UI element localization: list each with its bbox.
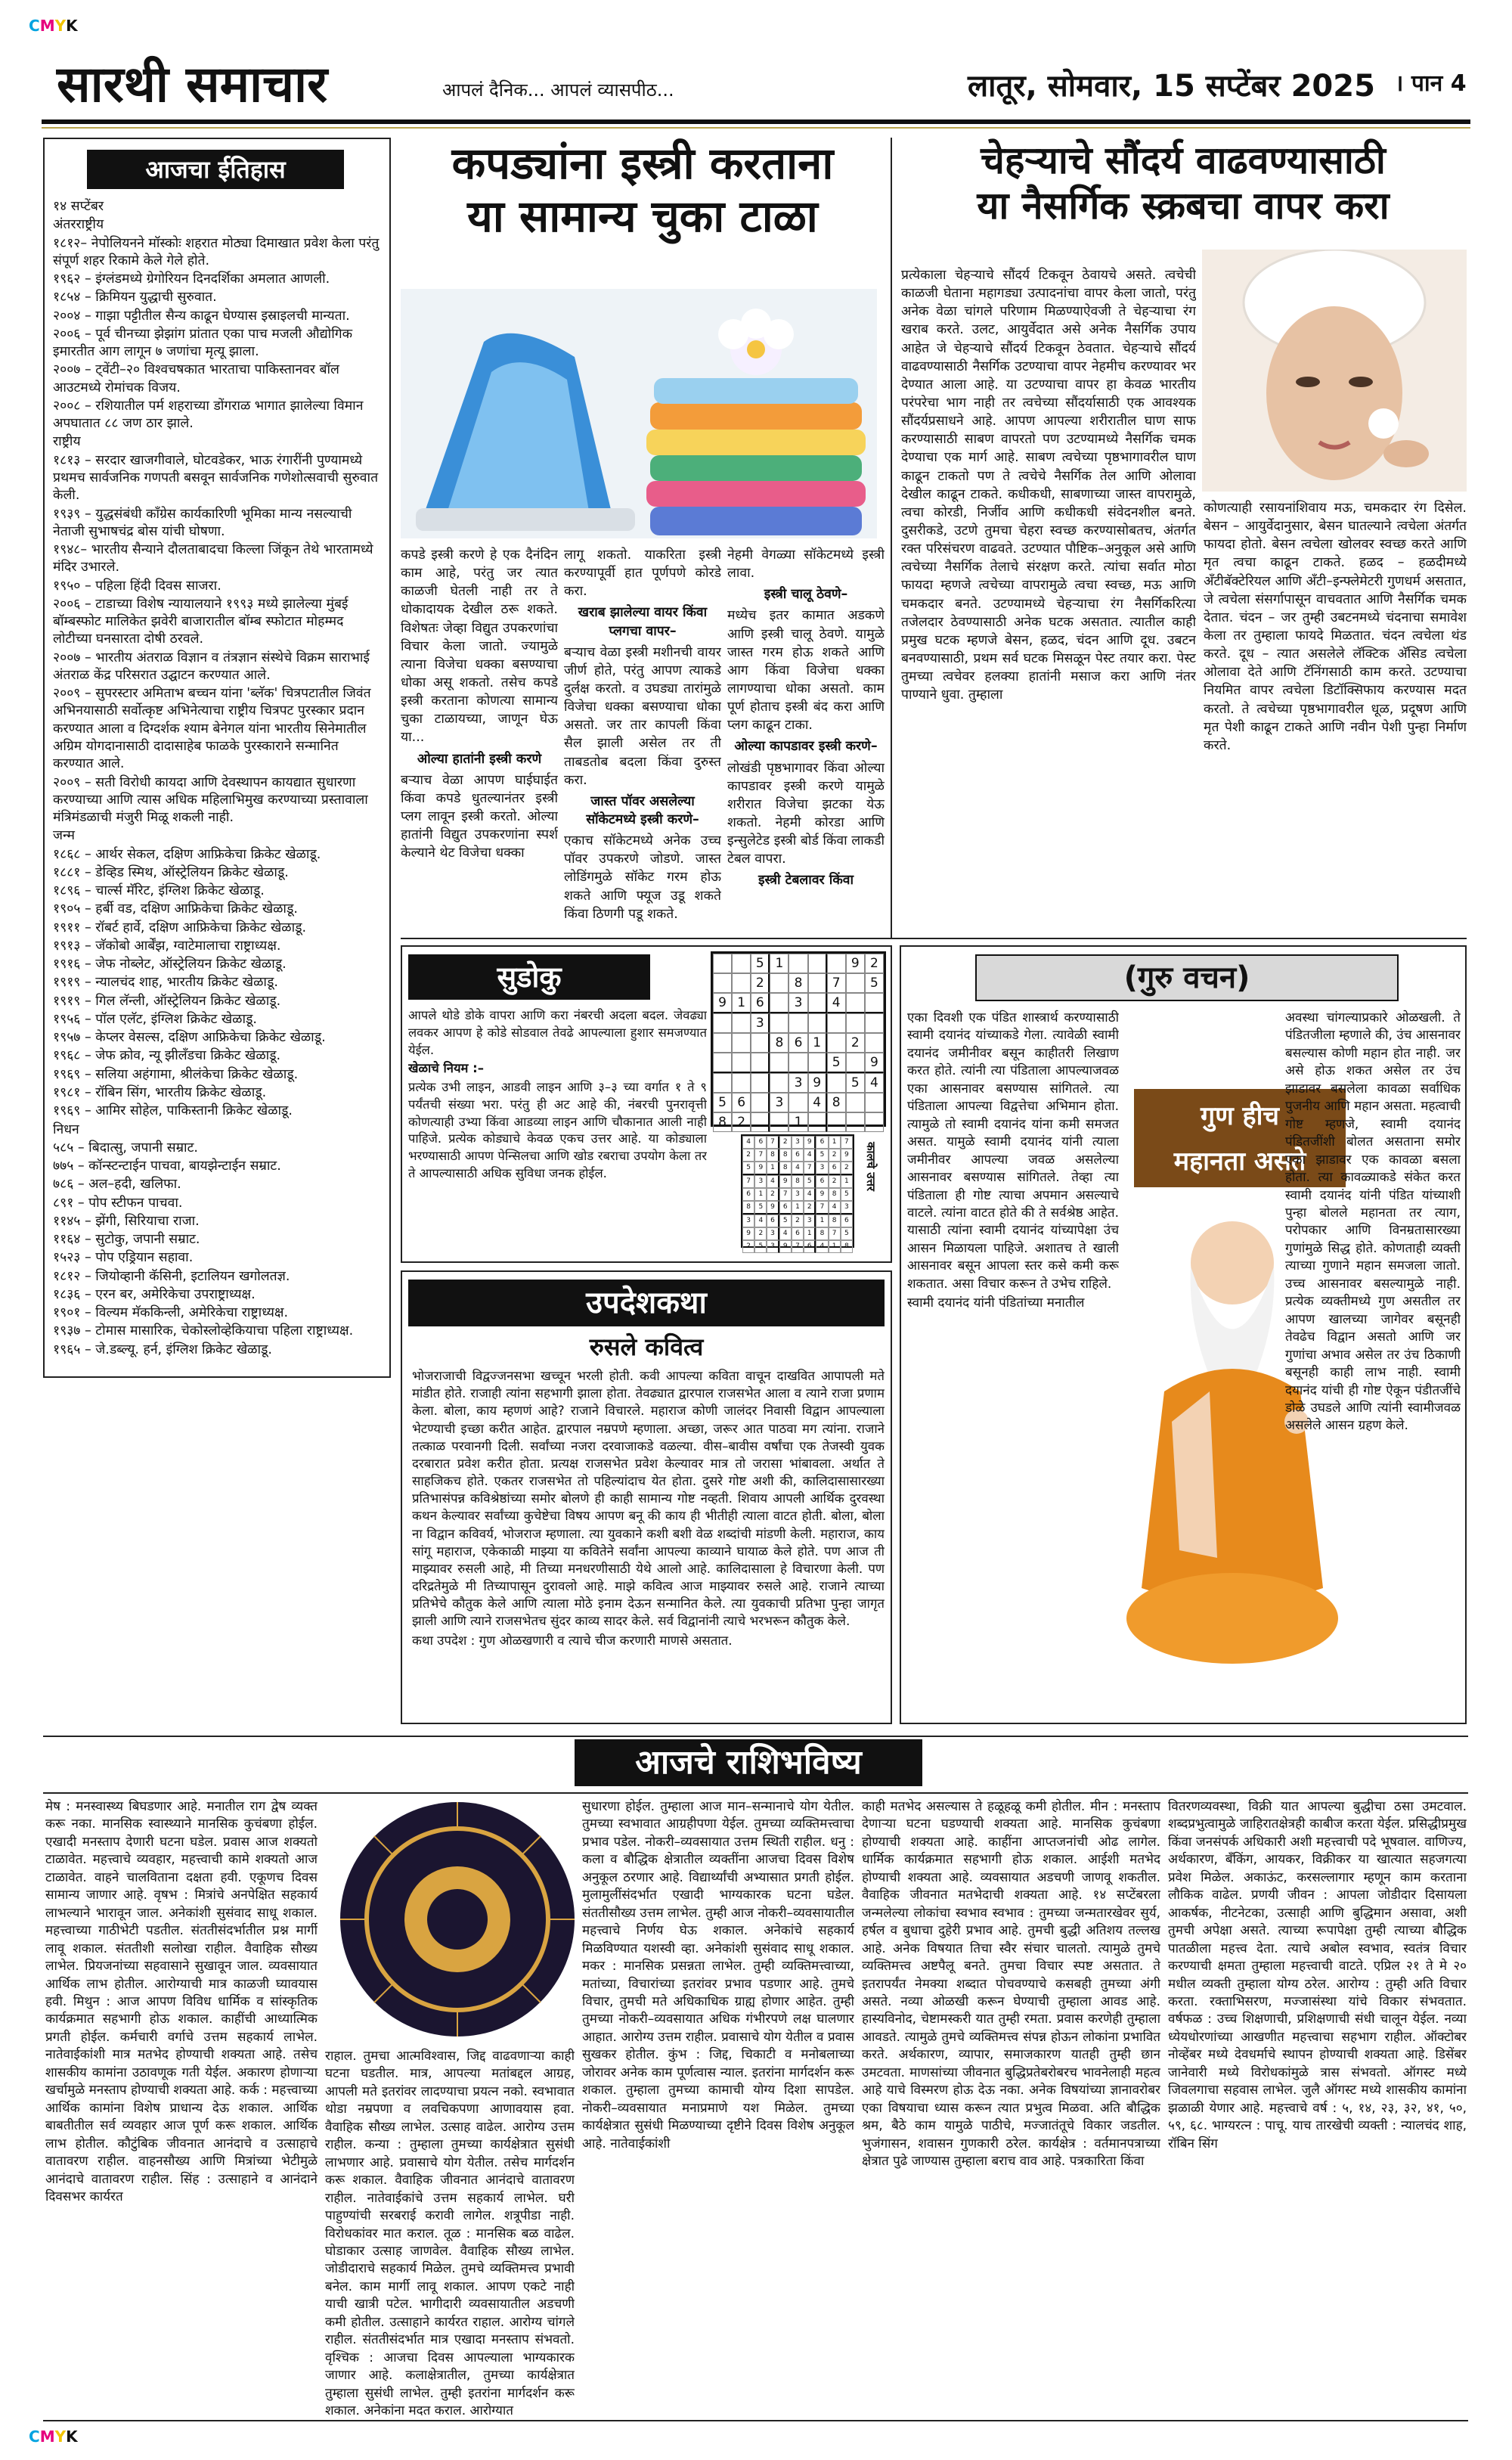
answer-cell: 4 [816, 1240, 828, 1253]
answer-cell: 3 [792, 1136, 804, 1149]
history-item: २००६ – टाडाच्या विशेष न्यायालयाने १९९३ मध्ये झालेल्या मुंबई बॉम्बस्फोट मालिकेत झवेरी बाजारातील बॉम्ब स्फोटात मोहम्मद लोटीच्या घनसारता दोषी ठरवले. [53, 596, 349, 647]
sudoku-cell[interactable]: 2 [846, 1033, 865, 1053]
sudoku-cell[interactable] [808, 1053, 827, 1073]
answer-cell: 2 [754, 1227, 767, 1240]
scrub-headline-line2: या नैसर्गिक स्क्रबचा वापर करा [977, 183, 1390, 228]
rashi-banner: आजचे राशिभविष्य [575, 1739, 922, 1786]
history-item: २००६ – पूर्व चीनच्या झेझांग प्रांतात एका पाच मजली औद्योगिक इमारतीत आग लागून ७ जणांचा मृत्यू झाला. [53, 326, 353, 360]
answer-cell: 5 [816, 1149, 828, 1162]
answer-cell: 6 [829, 1162, 841, 1175]
history-item: २००९ – सती विरोधी कायदा आणि देवस्थापन कायद्यात सुधारणा करण्याच्या आणि त्यास अधिक महिलाभिमुख करण्याच्या प्रस्तावाला मंत्रिमंडळाची मंजुरी मिळू शकली नाही. [53, 774, 368, 826]
history-item: ७८६ – अल–हदी, खलिफा. [53, 1177, 181, 1193]
sudoku-cell[interactable]: 7 [827, 973, 846, 993]
history-item: २००७ – भारतीय अंतराळ विज्ञान व तंत्रज्ञान संस्थेचे विक्रम साराभाई अंतराळ केंद्र परिसरात उद्घाटन करण्यात आले. [53, 650, 370, 683]
sudoku-cell[interactable]: 4 [808, 1093, 827, 1112]
guru-banner: (गुरु वचन) [975, 954, 1399, 1001]
sudoku-cell[interactable] [751, 1053, 770, 1073]
print-mark-bottom [29, 2427, 78, 2446]
answer-cell: 7 [816, 1201, 828, 1214]
mark-c: C [29, 17, 40, 35]
answer-cell: 9 [841, 1149, 853, 1162]
sudoku-cell[interactable]: 2 [865, 954, 884, 973]
rashi-text-2: राहाल. तुमचा आत्मविश्वास, जिद्द वाढवणाऱ्या काही घटना घडतील. मात्र, आपल्या मतांबद्दल आग्रह, आपली मते इतरांवर लादण्याचा प्रयत्न नको. स्वभावात थोडा नम्रपणा व लवचिकपणा आणावयास हवा. वैवाहिक सौख्य लाभेल. उत्साह वाढेल. आरोग्य उत्तम राहील. कन्या : तुम्हाला तुमच्या कार्यक्षेत्रात सुसंधी लाभणार आहे. प्रवासाचे योग येतील. तसेच मार्गदर्शन करू शकाल. वैवाहिक जीवनात आनंदाचे वातावरण राहील. नातेवाईकांचे उत्तम सहकार्य लाभेल. घरी पाहुण्यांची सरबराई करावी लागेल. शत्रूपीडा नाही. विरोधकांवर मात कराल. तूळ : मानसिक बळ वाढेल. घोडाकार उत्साह जाणवेल. वैवाहिक सौख्य लाभेल. जोडीदाराचे सहकार्य मिळेल. तुमचे व्यक्तिमत्त्व प्रभावी बनेल. काम मार्गी लावू शकाल. आपण एकटे नाही याची खात्री पटेल. भागीदारी व्यवसायातील अडचणी कमी होतील. उत्साहाने कार्यरत राहाल. आरोग्य चांगले राहील. संततीसंदर्भात मात्र एखादा मनस्ताप संभवतो. वृश्चिक : आजचा दिवस आपल्याला भाग्यकारक जाणार आहे. कलाक्षेत्रातील, तुमच्या कार्यक्षेत्रात तुम्हाला सुसंधी लाभेल. तुम्ही इतरांना मार्गदर्शन करू शकाल. अनेकांना मदत कराल. आरोग्यात [325, 2049, 575, 2418]
answer-cell: 8 [792, 1175, 804, 1188]
upadesh-headline: रुसले कवित्व [589, 1332, 704, 1361]
sudoku-cell[interactable]: 4 [865, 1073, 884, 1093]
answer-cell: 8 [829, 1214, 841, 1227]
sudoku-cell[interactable]: 5 [751, 954, 770, 973]
sudoku-cell[interactable] [827, 1013, 846, 1033]
sudoku-cell[interactable] [732, 973, 751, 993]
sudoku-cell[interactable] [751, 1093, 770, 1112]
sudoku-cell[interactable] [827, 1112, 846, 1132]
iron-text-2: लागू शकतो. याकरिता इस्त्री करण्यापूर्वी हात पूर्णपणे कोरडे करा. [564, 548, 721, 600]
sudoku-cell[interactable] [770, 1073, 789, 1093]
answer-cell: 2 [829, 1175, 841, 1188]
answer-cell: 3 [816, 1162, 828, 1175]
rashi-text-4: काही मतभेद असल्यास ते हळूहळू कमी होतील. मीन : मनस्ताप देणाऱ्या घटना घडण्याची शक्यता आहे. मानसिक कुचंबणा होण्याची शक्यता आहे. काहींना आप्तजनांची ओढ लागेल. धार्मिक कार्यक्रमात सहभागी होऊ शकाल. आईशी मतभेद होण्याची शक्यता आहे. व्यवसायात अडचणी जाणवू शकतील. वैवाहिक जीवनात मतभेदाची शक्यता आहे. १४ सप्टेंबरला जन्मलेल्या लोकांचा स्वभाव स्वभाव : तुमच्या जन्मतारखेवर सुर्य, हर्षल व बुधाचा दुहेरी प्रभाव आहे. तुमची बुद्धी अतिशय तल्लख आहे. अनेक विषयात तिचा स्वैर संचार चालतो. त्यामुळे तुमचे व्यक्तिमत्त्व अष्टपैलू बनते. तुमचा विचार स्पष्ट असतात. ते इतरापर्यंत नेमक्या शब्दात पोचवण्याचे कसबही तुमच्या अंगी असते. नव्या ओळखी करून घेण्याची तुम्हाला आवड आहे. हास्यविनोद, चेष्टामस्करी यात तुम्ही रमता. प्रवास करणेही तुम्हाला आवडते. त्यामुळे तुमचे व्यक्तिमत्त्व संपन्न होऊन लोकांना प्रभावित करते. अर्थकारण, व्यापार, समाजकारण यातही तुम्ही छान उमटवता. माणसांच्या जीवनात बुद्धिप्रतेबरोबरच भावनेलाही महत्व आहे याचे विस्मरण होऊ देऊ नका. अनेक विषयांच्या ज्ञानावरोबर एका विषयाचा ध्यास करून त्यात प्रभुत्व मिळवा. अति बौद्धिक श्रम, बैठे काम यामुळे पाठीचे, मज्जातंतूचे विकार जडतील. भुजंगासन, शवासन गुणकारी ठरेल. कार्यक्षेत्र : वर्तमानपत्राच्या क्षेत्रात पुढे जाण्यास तुम्हाला बराच वाव आहे. पत्रकारिता किंवा [862, 1799, 1160, 2170]
rashi-col-2 [325, 1798, 575, 2418]
sudoku-cell[interactable] [751, 1073, 770, 1093]
sudoku-cell[interactable] [789, 1093, 807, 1112]
rashi-text-1: मेष : मनस्वास्थ्य बिघडणार आहे. मनातील राग द्वेष व्यक्त करू नका. मानसिक स्वास्थ्याने मानसिक कुचंबणा होईल. एखादी मनस्ताप देणारी घटना घडेल. प्रवास आज शक्यतो टाळावेत. महत्त्वाचे व्यवहार, महत्त्वाची कामे शक्यतो आज टाळावेत. वाहने चालविताना दक्षता हवी. एकूणच दिवस सामान्य जाणार आहे. वृषभ : मित्रांचे अनपेक्षित सहकार्य लाभल्याने भारावून जाल. अनेकांशी सुसंवाद साधू शकाल. महत्त्वाच्या गाठीभेटी पडतील. संततीसंदर्भातील प्रश्न मार्गी लावू शकाल. संततीशी सलोखा राहील. वैवाहिक सौख्य लाभेल. प्रियजनांच्या सहवासाने सुखावून जाल. व्यवसायात आर्थिक लाभ होतील. आरोग्याची मात्र काळजी घ्यावयास हवी. मिथुन : आज आपण विविध धार्मिक व सांस्कृतिक कार्यक्रमात सहभागी होऊ शकाल. काहींची आध्यात्मिक प्रगती होईल. कर्मचारी वर्गाचे उत्तम सहकार्य लाभेल. नातेवाईकांशी मात्र मतभेद होण्याची शक्यता आहे. तसेच शासकीय कामांना उठावणूक गती येईल. अकारण होणाऱ्या खर्चामुळे मनस्ताप होण्याची शक्यता आहे. कर्क : महत्त्वाच्या आर्थिक कामांना विशेष प्राधान्य देऊ शकाल. आर्थिक बाबतीतील सर्व व्यवहार आज पूर्ण करू शकाल. आर्थिक लाभ होतील. कौटुंबिक जीवनात आनंदाचे व उत्साहाचे वातावरण राहील. वाहनसौख्य आणि मित्रांच्या भेटीमुळे आनंदाचे वातावरण राहील. सिंह : उत्साहाने व आनंदाने दिवसभर कार्यरत [45, 1799, 318, 2204]
answer-cell: 9 [779, 1175, 792, 1188]
iron-text-1b: बऱ्याच वेळा आपण घाईघाईत किंवा कपडे धुतल्यानंतर इस्त्री प्लग लावून इस्त्री करतो. ओल्या हातांनी विद्युत उपकरणांना स्पर्श केल्याने थेट विजेचा धक्का [401, 772, 558, 861]
answer-cell: 9 [804, 1136, 816, 1149]
sudoku-cell[interactable] [770, 993, 789, 1013]
iron-subhead-1: ओल्या हातांनी इस्त्री करणे [417, 751, 542, 767]
history-list [53, 198, 380, 1363]
history-item: २००७ – ट्वेंटी–२० विश्वचषकात भारताचा पाकिस्तानवर बॉल आउटमध्ये रोमांचक विजय. [53, 362, 339, 396]
history-item: १८१२– नेपोलियनने मॉस्कोः शहरात मोठ्या दिमाखात प्रवेश केला परंतु संपूर्ण शहर रिकामे केले गेले होते. [53, 235, 380, 268]
woman-face-illustration [1202, 250, 1467, 492]
mark-k: K [66, 2427, 78, 2446]
sudoku-cell[interactable]: 6 [789, 1033, 807, 1053]
mark-m: M [39, 2427, 55, 2446]
sudoku-cell[interactable] [713, 1053, 732, 1073]
iron-text-3c: लोखंडी पृष्ठभागावर किंवा ओल्या कापडावर इस्त्री करणे यामुळे शरीरात विजेचा झटका येऊ शकतो. नेहमी कोरडा आणि इन्सुलेटेड इस्त्री बोर्ड किंवा लाकडी टेबल वापरा. [727, 760, 885, 867]
scrub-headline [900, 138, 1467, 228]
history-item: १९६५ – जे.डब्ल्यू. हर्न, इंग्लिश क्रिकेट खेळाडू. [53, 1342, 272, 1357]
answer-cell: 2 [841, 1162, 853, 1175]
sudoku-rules: प्रत्येक उभी लाइन, आडवी लाइन आणि ३–३ च्या वर्गात १ ते ९ पर्यंतची संख्या भरा. परंतु ही अट आहे की, नंबरची पुनरावृत्ती कोणत्याही उभ्या किंवा आडव्या लाइन आणि चौकानात आली नाही पाहिजे. प्रत्येक कोड्याचे केवळ एकच उत्तर आहे. या कोड्याला भरण्यासाठी आपण पेन्सिलचा आणि खोड रबराचा उपयोग केला तर ते आपल्यासाठी अधिक सुविधा जनक होईल. [408, 1080, 707, 1180]
sudoku-cell[interactable] [827, 1073, 846, 1093]
iron-col-2 [564, 546, 721, 924]
answer-cell: 3 [841, 1201, 853, 1214]
iron-clothes-illustration [401, 289, 877, 538]
iron-subhead-3: जास्त पॉवर असलेल्या सॉकेटमध्ये इस्त्री करणे– [586, 793, 699, 827]
history-item: १९०५ – हर्बी वड, दक्षिण आफ्रिकेचा क्रिकेट खेळाडू. [53, 901, 298, 917]
masthead-rule [42, 119, 1470, 124]
guru-left-text [907, 1010, 1119, 1713]
sudoku-cell[interactable] [713, 1033, 732, 1053]
history-item: १९१६ – जेफ नोब्लेट, ऑस्ट्रेलियन क्रिकेट खेळाडू. [53, 957, 287, 973]
sudoku-cell[interactable] [865, 1013, 884, 1033]
sudoku-cell[interactable] [865, 1112, 884, 1132]
iron-text-1: कपडे इस्त्री करणे हे एक दैनंदिन काम आहे, परंतु जर त्यात काळजी घेतली नाही तर ते धोकादायक देखील ठरू शकते. विशेषतः जेव्हा विद्युत उपकरणांचा विचार केला जातो. ज्यामुळे त्याना विजेचा धक्का बसण्याचा धोका असू शकतो. तसेच कपडे इस्त्री करताना कोणत्या सामान्य चुका टाळायच्या, जाणून घेऊ या... [401, 548, 558, 746]
sudoku-cell[interactable] [789, 954, 807, 973]
sudoku-cell[interactable] [846, 1112, 865, 1132]
sudoku-banner: सुडोकु [408, 954, 650, 1000]
sudoku-cell[interactable] [808, 1112, 827, 1132]
sudoku-cell[interactable]: 8 [827, 1093, 846, 1112]
history-item: ७७५ – कॉन्स्टन्टाईन पाचवा, बायझेन्टाईन सम्राट. [53, 1159, 281, 1174]
tagline: आपलं दैनिक... आपलं व्यासपीठ... [442, 79, 674, 101]
answer-cell: 7 [754, 1149, 767, 1162]
sudoku-answer-grid [741, 1134, 854, 1248]
iron-text-3b: मध्येच इतर कामात अडकणे आणि इस्त्री चालू ठेवणे. यामुळे जास्त गरम होऊ शकते आणि आग किंवा विजेचा धक्का लागण्याचा धोका असतो. काम पूर्ण होताच इस्त्री बंद करा आणि प्लग काढून टाका. [727, 608, 885, 734]
answer-cell: 6 [841, 1214, 853, 1227]
history-item: १४ सप्टेंबर [53, 199, 104, 214]
sudoku-cell[interactable]: 1 [789, 1112, 807, 1132]
answer-cell: 9 [767, 1201, 779, 1214]
masthead-rule-gold [42, 127, 1470, 129]
answer-cell: 9 [742, 1227, 754, 1240]
history-item: १८६८ – आर्थर सेकल, दक्षिण आफ्रिकेचा क्रिकेट खेळाडू. [53, 846, 321, 862]
sudoku-cell[interactable] [751, 1033, 770, 1053]
guru-text-tail: स्वामी दयानंद यांनी पंडितांच्या मनातील [907, 1295, 1085, 1311]
answer-cell: 7 [829, 1227, 841, 1240]
answer-cell: 6 [816, 1175, 828, 1188]
history-item: २००९ – सुपरस्टार अमिताभ बच्चन यांना 'ब्लॅक' चित्रपटातील जिवंत अभिनयासाठी सर्वोत्कृष्ट अभिनेत्याचा राष्ट्रीय चित्रपट पुरस्कार प्रदान करण्यात आला व दिग्दर्शक श्याम बेनेगल यांना भारतीय सिनेमातील अग्रिम योगदानासाठी दादासाहेब फाळके पुरस्काराने सन्मानित करण्यात आले. [53, 686, 371, 772]
sudoku-cell[interactable]: 3 [789, 1073, 807, 1093]
answer-cell: 6 [804, 1240, 816, 1253]
rashi-col-4 [862, 1798, 1160, 2418]
history-item: राष्ट्रीय [53, 434, 81, 450]
sudoku-cell[interactable]: 1 [770, 954, 789, 973]
sudoku-cell[interactable]: 5 [827, 1053, 846, 1073]
history-item: २००४ – गाझा पट्टीतील सैन्य काढून घेण्यास इस्राइलची मान्यता. [53, 308, 350, 324]
rashi-top-rule [43, 1736, 1468, 1737]
answer-cell: 7 [742, 1175, 754, 1188]
sudoku-instructions [408, 1007, 707, 1257]
history-banner: आजचा ईतिहास [87, 150, 344, 189]
sudoku-cell[interactable]: 9 [846, 954, 865, 973]
history-item: ११४५ – झेंगी, सिरियाचा राजा. [53, 1213, 200, 1229]
sudoku-grid[interactable] [711, 951, 886, 1130]
iron-col-3 [727, 546, 885, 924]
rashi-col-1 [45, 1798, 318, 2418]
sudoku-cell[interactable] [713, 973, 732, 993]
history-item: १८५४ – क्रिमियन युद्धाची सुरुवात. [53, 290, 217, 306]
answer-cell: 8 [816, 1227, 828, 1240]
history-item: १९८१ – रॉबिन सिंग, भारतीय क्रिकेट खेळाडू. [53, 1085, 267, 1101]
history-item: १९४८– भारतीय सैन्याने दौलताबादचा किल्ला जिंकून तेथे भारतामध्ये मंदिर उभारले. [53, 542, 373, 575]
history-item: अंतरराष्ट्रीय [53, 217, 104, 233]
answer-cell: 9 [779, 1240, 792, 1253]
iron-text-2c: एकाच सॉकेटमध्ये अनेक उच्च पॉवर उपकरणे जोडणे. जास्त लोडिंगमुळे सॉकेट गरम होऊ शकते आणि फ्यूज उडू शकते किंवा ठिणगी पडू शकते. [564, 833, 721, 922]
sudoku-cell[interactable] [808, 1013, 827, 1033]
rashi-rule [43, 1792, 1468, 1794]
sudoku-cell[interactable]: 1 [808, 1033, 827, 1053]
answer-cell: 1 [804, 1227, 816, 1240]
sudoku-cell[interactable] [770, 973, 789, 993]
answer-cell: 1 [829, 1136, 841, 1149]
sudoku-cell[interactable]: 3 [751, 1013, 770, 1033]
history-item: १८१२ – जियोव्हानी कॅसिनी, इटालियन खगोलतज्ञ. [53, 1268, 290, 1284]
history-item: ८९१ – पोप स्टीफन पाचवा. [53, 1195, 183, 1211]
answer-cell: 3 [792, 1188, 804, 1201]
answer-cell: 3 [754, 1175, 767, 1188]
guru-right-text [1285, 1010, 1461, 1713]
answer-cell: 4 [804, 1188, 816, 1201]
sudoku-cell[interactable] [713, 954, 732, 973]
sudoku-cell[interactable] [789, 1053, 807, 1073]
face-scrub-photo [1202, 250, 1467, 492]
history-item: १९१३ – जॅकोबो आर्बेंझ, ग्वाटेमालाचा राष्ट्राध्यक्ष. [53, 938, 281, 954]
scrub-col-2 [1204, 499, 1467, 923]
sudoku-cell[interactable]: 5 [846, 1073, 865, 1093]
sudoku-cell[interactable]: 9 [865, 1053, 884, 1073]
scrub-col-1 [901, 266, 1196, 924]
answer-cell: 3 [804, 1214, 816, 1227]
sudoku-cell[interactable]: 2 [732, 1112, 751, 1132]
history-item: १९५७ – केप्लर वेसल्स, दक्षिण आफ्रिकेचा क्रिकेट खेळाडू. [53, 1030, 326, 1046]
mark-k: K [66, 17, 78, 35]
history-item: १५२३ – पोप एड्रियान सहावा. [53, 1250, 194, 1266]
footer-rule [43, 2420, 1468, 2421]
answer-cell: 1 [792, 1201, 804, 1214]
answer-cell: 1 [767, 1162, 779, 1175]
sudoku-intro: आपले थोडे डोके वापरा आणि करा नंबरची अदला बदल. जेवढ्या लवकर आपण हे कोडे सोडवाल तेवढे आपल्याला हुशार समजण्यात येईल. [408, 1008, 707, 1057]
answer-cell: 6 [779, 1201, 792, 1214]
sudoku-cell[interactable]: 9 [713, 993, 732, 1013]
history-item: १९५० – पहिला हिंदी दिवस साजरा. [53, 578, 222, 594]
sudoku-cell[interactable]: 2 [751, 973, 770, 993]
answer-cell: 2 [792, 1214, 804, 1227]
sudoku-cell[interactable]: 1 [732, 993, 751, 1013]
sudoku-cell[interactable] [865, 1093, 884, 1112]
sudoku-cell[interactable] [865, 1033, 884, 1053]
scrub-headline-line1: चेहऱ्याचे सौंदर्य वाढवण्यासाठी [981, 138, 1386, 182]
sudoku-cell[interactable] [846, 973, 865, 993]
page-number: । पान 4 [1395, 70, 1467, 97]
answer-cell: 8 [829, 1188, 841, 1201]
history-item: १९६९ – आमिर सोहेल, पाकिस्तानी क्रिकेट खेळाडू. [53, 1103, 293, 1119]
answer-cell: 3 [767, 1227, 779, 1240]
answer-cell: 7 [767, 1136, 779, 1149]
answer-cell: 9 [816, 1188, 828, 1201]
answer-cell: 2 [767, 1188, 779, 1201]
rashi-col-3 [582, 1798, 854, 2418]
mark-y: Y [54, 2427, 67, 2446]
answer-label: कालचे उत्तर [864, 1142, 878, 1192]
history-item: १८८१ – डेव्हिड स्मिथ, ऑस्ट्रेलियन क्रिकेट खेळाडू. [53, 864, 289, 880]
history-item: १९३७ – टोमास मासारिक, चेकोस्लोव्हेकियाचा पहिला राष्ट्राध्यक्ष. [53, 1323, 354, 1339]
upadesh-banner: उपदेशकथा [408, 1280, 885, 1326]
guru-text-left: एका दिवशी एक पंडित शास्त्रार्थ करण्यासाठी स्वामी दयानंद यांच्याकडे गेला. त्यावेळी स्वामी दयानंद जमीनीवर बसून काहीतरी लिखाण करत होते. त्यांनी त्या पंडिताला आपल्याजवळ एका आसनावर बसण्यास सांगितले. त्या पंडिताला आपल्या विद्वत्तेचा अभिमान होता. त्यामुळे तो स्वामी दयानंद यांना कमी समजत असत. यामुळे स्वामी दयानंद यांनी त्याला जमीनीवर आपल्या जवळ असलेल्या आसनावर बसण्यास सांगितले. तेव्हा त्या पंडिताला ही गोष्ट त्याचा अपमान असल्याचे वाटले. त्यांना वाटत होते की ते सर्वश्रेष्ठ आहेत. यासाठी त्यांना स्वामी दयानंद यांच्यापेक्षा उंच आसन मिळायला पाहिजे. अशातच ते खाली आसनावर बसून आपला स्तर कसे कमी करू शकतात. असा विचार करून ते उभेच राहिले. [907, 1010, 1119, 1292]
scrub-text-1: प्रत्येकाला चेहऱ्याचे सौंदर्य टिकवून ठेवायचे असते. त्वचेची काळजी घेताना महागड्या उत्पादनांचा वापर केला जातो, परंतु अनेक वेळा चांगले परिणाम मिळण्याऐवजी ते चेहऱ्याचा रंग खराब करते. उलट, आयुर्वेदात असे अनेक नैसर्गिक उपाय आहेत जे चेहऱ्याचे सौंदर्य टिकवून ठेवतात. चेहऱ्याचे सौंदर्य वाढवण्यासाठी नैसर्गिक उटण्याचा वापर नेहमीच करण्यावर भर देण्यात आला आहे. या उटण्याचा वापर हा केवळ भारतीय परंपरेचा भाग नाही तर त्वचेच्या सौंदर्यासाठी एक आवश्यक सौंदर्यप्रसाधने आहे. आपण आपल्या शरीरातील घाण साफ करण्यासाठी साबण वापरतो पण उटण्यामध्ये नैसर्गिक चमक देण्याचा एक मार्ग आहे. साबण त्वचेच्या पृष्ठभागावरील घाण काढून टाकतो पण ते त्वचेचे नैसर्गिक तेल आणि ओलावा देखील काढून टाकते. कधीकधी, साबणाच्या जास्त वापरामुळे, त्वचा कोरडी, निर्जीव आणि कधीकधी संवेदनशील बनते. दुसरीकडे, उटणे तुमचा चेहरा स्वच्छ करण्यासोबतच, अंतर्गत रक्त परिसंचरण वाढवते. उटण्यात पौष्टिक–अनुकूल असे आणि त्वचेच्या नैसर्गिक तेलाचे संरक्षण करते. त्यांचा सर्वात मोठा फायदा म्हणजे त्वचेच्या वापरामुळे त्वचा स्वच्छ, मऊ आणि चमकदार बनते. उटण्यामध्ये चेहऱ्याचा रंग नैसर्गिकरित्या तजेलदार ठेवण्यासाठी अनेक घटक असतात. त्यातील काही प्रमुख घटक म्हणजे बेसन, हळद, चंदन आणि दूध. उबटन बनवण्यासाठी, प्रथम सर्व घटक मिसळून पेस्ट तयार करा. पेस्ट तुमच्या त्वचेवर हलक्या हातांनी मसाज करा आणि नंतर पाण्याने धुवा. तुम्हाला [901, 268, 1196, 703]
answer-cell: 8 [742, 1201, 754, 1214]
answer-cell: 6 [792, 1149, 804, 1162]
answer-cell: 7 [779, 1188, 792, 1201]
answer-cell: 4 [742, 1136, 754, 1149]
answer-cell: 7 [804, 1162, 816, 1175]
sudoku-cell[interactable] [846, 993, 865, 1013]
history-item: १९५६ – पॉल एलॅट, इंग्लिश क्रिकेट खेळाडू. [53, 1011, 257, 1027]
sudoku-cell[interactable] [770, 1112, 789, 1132]
sudoku-cell[interactable] [713, 1073, 732, 1093]
answer-cell: 2 [829, 1149, 841, 1162]
history-item: १९६८ – जेफ क्रोव, न्यू झीलँडचा क्रिकेट खेळाडू. [53, 1048, 281, 1064]
history-item: निधन [53, 1121, 79, 1137]
iron-col-1 [401, 546, 558, 924]
iron-clothes-photo [401, 289, 877, 538]
sudoku-cell[interactable]: 3 [789, 993, 807, 1013]
answer-cell: 4 [829, 1201, 841, 1214]
mid-divider [401, 938, 1467, 939]
answer-cell: 6 [754, 1136, 767, 1149]
sudoku-cell[interactable] [732, 1073, 751, 1093]
answer-cell: 5 [779, 1214, 792, 1227]
answer-cell: 7 [841, 1136, 853, 1149]
sudoku-cell[interactable]: 3 [770, 1093, 789, 1112]
iron-subhead-2: खराब झालेल्या वायर किंवा प्लगचा वापर– [578, 605, 708, 639]
sudoku-cell[interactable]: 5 [865, 973, 884, 993]
answer-cell: 2 [804, 1201, 816, 1214]
sudoku-cell[interactable] [808, 954, 827, 973]
rashi-text-5: वितरणव्यवस्था, विक्री यात आपल्या बुद्धीचा ठसा उमटवाल. शब्दप्रभुत्वामुळे जाहिरातक्षेत्रही काबीज करता येईल. प्रसिद्धीप्रमुख किंवा जनसंपर्क अधिकारी अशी महत्त्वाची पदे भूषवाल. वाणिज्य, अर्थकारण, बँकिंग, आयकर, विक्रीकर या खात्यात सहजगत्या प्रवेश मिळेल. अकाऊंट, करसल्लागार म्हणून काम करताना लौकिक वाढेल. प्रणयी जीवन : आपला जोडीदार दिसायला आकर्षक, नीटनेटका, उत्साही आणि बुद्धिमान असावा, अशी तुमची अपेक्षा असते. त्याच्या रूपापेक्षा तुम्ही त्याच्या बौद्धिक पातळीला महत्त्व देता. त्याचे अबोल स्वभाव, स्वतंत्र विचार करण्याची क्षमता तुम्हाला महत्त्वाची वाटते. एप्रिल २१ ते मे २० मधील व्यक्ती तुम्हाला योग्य ठरेल. आरोग्य : तुम्ही अति विचार करता. रक्ताभिसरण, मज्जासंस्था यांचे विकार संभवतात. वर्षफळ : उच्च शिक्षणाची, प्रशिक्षणाची संधी चालून येईल. नव्या ध्येयधोरणांच्या आखणीत महत्त्वाचा सहभाग राहील. ऑक्टोबर नोव्हेंबर मध्ये देवधर्माचे स्थापन होण्याची शक्यता आहे. डिसेंबर जानेवारी मध्ये विरोधकांमुळे त्रास संभवतो. ऑगस्ट मध्ये जिवलगाचा सहवास लाभेल. जुलै ऑगस्ट मध्ये शासकीय कामांना झळाळी येणार आहे. महत्त्वाचे वर्ष : ५, १४, २३, ३२, ४१, ५०, ५९, ६८. भाग्यरत्न : पाचू. याच तारखेची व्यक्ती : न्यालचंद शाह, रॉबिन सिंग [1168, 1799, 1467, 2151]
answer-cell: 2 [779, 1136, 792, 1149]
answer-cell: 8 [841, 1240, 853, 1253]
guru-text-right: अवस्था चांगल्याप्रकारे ओळखली. ते पंडितजीला म्हणाले की, उंच आसनावर बसल्यास कोणी महान होत नाही. जर असे होऊ शकत असेल तर उंच झाडावर बसलेला कावळा सर्वाधिक पुजनीय आणि महान असता. महत्वाची गोष्ट म्हणजे, स्वामी दयानंद पंडितजींशी बोलत असताना समोर एका झाडावर एक कावळा बसला होता. त्या कावळ्याकडे संकेत करत स्वामी दयानंद यांनी पंडित यांच्याशी पुन्हा बोलले महानता तर त्याग, परोपकार आणि विनम्रतासारख्या गुणांमुळे सिद्ध होते. कोणताही व्यक्ती त्याच्या गुणाने महान समजला जातो. उच्च आसनावर बसल्यामुळे नाही. प्रत्येक व्यक्तीमध्ये गुण असतील तर आपण खालच्या जागेवर बसूनही तेवढेच विद्वान असतो आणि जर गुणांचा अभाव असेल तर उंच ठिकाणी बसूनही काही लाभ नाही. स्वामी दयानंद यांची ही गोष्ट ऐकून पंडीतजींचे डोळे उघडले आणि त्यांनी स्वामीजवळ असलेले आसन ग्रहण केले. [1285, 1010, 1461, 1434]
answer-cell: 6 [742, 1188, 754, 1201]
iron-subhead-6: इस्त्री टेबलावर किंवा [758, 873, 854, 889]
sudoku-cell[interactable] [846, 1053, 865, 1073]
mark-y: Y [54, 17, 67, 35]
sudoku-cell[interactable] [789, 1013, 807, 1033]
sudoku-cell[interactable]: 5 [713, 1093, 732, 1112]
answer-cell: 5 [841, 1188, 853, 1201]
issue-date: लातूर, सोमवार, 15 सप्टेंबर 2025 [968, 69, 1375, 104]
guru-quote-line1: गुण हीच [1200, 1101, 1279, 1131]
answer-cell: 8 [779, 1149, 792, 1162]
rashi-col-5 [1168, 1798, 1467, 2418]
answer-cell: 3 [767, 1240, 779, 1253]
iron-headline-line1: कपड्यांना इस्त्री करताना [451, 138, 834, 189]
sudoku-cell[interactable] [770, 1013, 789, 1033]
sudoku-cell[interactable]: 6 [732, 1093, 751, 1112]
sudoku-cell[interactable] [808, 973, 827, 993]
upadesh-text: भोजराजाची विद्वज्जनसभा खच्चून भरली होती. कवी आपल्या कविता वाचून दाखवित आपापली मते मांडीत होते. राजाही त्यांना सहभागी झाला होता. तेवढ्यात द्वारपाल राजसभेत आला व त्याने राजा प्रणाम केला. बोला, काय म्हणणं आहे? राजाने विचारले. महाराज कोणी जालंदर निवासी विद्वान आपल्याला भेटण्याची इच्छा करीत आहेत. द्वारपाल नम्रपणे म्हणाला. अच्छा, जरूर आत पाठवा मग त्यांना. राजाने तत्काळ परवानगी दिली. सर्वांच्या नजरा दरवाजाकडे वळल्या. वीस–बावीस वर्षांचा एक तेजस्वी युवक दरबारात प्रवेश करीत होता. प्रत्यक्ष राजसभेत प्रवेश केल्यावर मात्र तो जरासा भांबावला. अर्थात ते साहजिकच होते. एकतर राजसभेत तो पहिल्यांदाच येत होता. दुसरे गोष्ट अशी की, कालिदासासारख्या प्रतिभासंपन्न कविश्रेष्ठांच्या समोर बोलणे ही काही सामान्य गोष्ट नव्हती. शिवाय आपली आर्थिक दुरवस्था कथन केल्यावर सर्वांच्या कुचेष्टेचा विषय आपण बनू की काय ही भीतीही त्याला वाटत होती. बोला, बोला ना विद्वान कविवर्य, भोजराज म्हणाला. त्या युवकाने कशी बशी वेळ शब्दांची मांडणी केली. महाराज, काय सांगू महाराज, एकेकाळी माझ्या या कवितेने सर्वांना आपल्या काव्याने घायाळ केले होते. पण आज ती माझ्यावर रुसली आहे, मी तिच्या मनधरणीसाठी येथे आलो आहे. कालिदासाला हे विचारणा केली. पण दरिद्रतेमुळे मी तिच्यापासून दुरावलो आहे. माझे कवित्व आज माझ्यावर रुसले आहे. राजाने त्याच्या प्रतिभेचे कौतुक केले आणि त्याला मोठे इनाम देऊन सन्मानित केले. त्या युवकाची प्रतिभा पुन्हा जागृत झाली आणि त्याने राजसभेतच सुंदर काव्य सादर केले. सर्व विद्वानांनी त्याचे भरभरून कौतुक केले. [412, 1368, 885, 1629]
sudoku-cell[interactable] [713, 1013, 732, 1033]
answer-cell: 1 [816, 1214, 828, 1227]
sudoku-cell[interactable]: 8 [713, 1112, 732, 1132]
answer-cell: 6 [816, 1136, 828, 1149]
answer-cell: 5 [841, 1227, 853, 1240]
sudoku-cell[interactable]: 6 [751, 993, 770, 1013]
history-item: जन्म [53, 828, 76, 844]
history-item: १८३६ – एरन बर, अमेरिकेचा उपराष्ट्राध्यक्ष. [53, 1286, 256, 1302]
answer-cell: 4 [792, 1162, 804, 1175]
history-item: १८१३ – सरदार खाजगीवाले, घोटवडेकर, भाऊ रंगारींनी पुण्यामध्ये प्रथमच सार्वजनिक गणपती बसवून सार्वजनिक गणेशोत्सवाची सुरुवात केली. [53, 452, 379, 504]
sudoku-cell[interactable] [770, 1053, 789, 1073]
sudoku-cell[interactable] [865, 993, 884, 1013]
answer-cell: 1 [841, 1175, 853, 1188]
answer-cell: 1 [829, 1240, 841, 1253]
upadesh-moral: कथा उपदेश : गुण ओळखणारी व त्याचे चीज करणारी माणसे असतात. [412, 1632, 733, 1648]
sudoku-cell[interactable] [808, 993, 827, 1013]
sudoku-cell[interactable] [732, 954, 751, 973]
sudoku-cell[interactable] [846, 1013, 865, 1033]
scrub-text-2: कोणत्याही रसायनांशिवाय मऊ, चमकदार रंग दिसेल. बेसन – आयुर्वेदानुसार, बेसन घातल्याने त्वचेला अंतर्गत फायदा होतो. बेसन त्वचेला खोलवर स्वच्छ करते आणि मृत त्वचा काढून टाकते. हळद – हळदीमध्ये अँटीबॅक्टेरियल आणि अँटी–इन्फ्लेमेटरी गुणधर्म असतात, जे त्वचेला संसर्गापासून वाचवतात आणि नैसर्गिक चमक देतात. चंदन – जर तुम्ही उबटनमध्ये चंदनाचा समावेश केला तर तुम्हाला फायदे मिळतात. चंदन त्वचेला थंड करते. दूध – त्यात असलेले लॅक्टिक अ‍ॅसिड त्वचेला ओलावा देते आणि टॅनिंगसाठी काम करते. उटण्याचा नियमित वापर त्वचेला डिटॉक्सिफाय करण्यास मदत करतो. ते त्वचेच्या पृष्ठभागावरील धूळ, प्रदूषण आणि मृत पेशी काढून टाकते आणि नवीन पेशी पुन्हा निर्माण करते. [1204, 501, 1467, 753]
masthead [42, 44, 1470, 119]
answer-cell: 4 [754, 1214, 767, 1227]
newspaper-title: सारथी समाचार [57, 54, 328, 113]
print-mark-top [29, 17, 78, 35]
sudoku-cell[interactable]: 4 [827, 993, 846, 1013]
answer-cell: 7 [792, 1240, 804, 1253]
answer-cell: 4 [767, 1175, 779, 1188]
sudoku-cell[interactable]: 9 [808, 1073, 827, 1093]
answer-cell: 1 [754, 1188, 767, 1201]
iron-text-2b: बऱ्याच वेळा इस्त्री मशीनची वायर जीर्ण होते, परंतु आपण त्याकडे दुर्लक्ष करतो. व उघड्या तारांमुळे विजेचा धक्का बसण्याचा धोका असतो. जर तार कापली किंवा सैल झाली असेल तर ती ताबडतोब बदला किंवा दुरुस्त करा. [564, 644, 721, 788]
answer-cell: 8 [767, 1149, 779, 1162]
sudoku-cell[interactable] [732, 1053, 751, 1073]
upadesh-body [412, 1367, 885, 1719]
history-item: ११६४ – सुटोकु, जपानी सम्राट. [53, 1232, 200, 1248]
rashi-text-3: सुधारणा होईल. तुम्हाला आज मान–सन्मानाचे योग येतील. तुमच्या स्वभावात आग्रहीपणा येईल. तुमच्या व्यक्तिमत्त्वाचा प्रभाव पडेल. नोकरी–व्यवसायात उत्तम स्थिती राहील. धनु : कला व बौद्धिक क्षेत्रातील व्यक्तींना आजचा दिवस विशेष अनुकूल ठरणार आहे. विद्यार्थ्यांची अभ्यासात प्रगती होईल. मुलामुलींसंदर्भात एखादी भाग्यकारक घटना घडेल. संततीसौख्य उत्तम लाभेल. तुम्ही आज नोकरी–व्यवसायातील महत्त्वाचे निर्णय घेऊ शकाल. अनेकांचे सहकार्य मिळविण्यात यशस्वी व्हा. अनेकांशी सुसंवाद साधू शकाल. मकर : मानसिक प्रसन्नता लाभेल. तुम्ही व्यक्तिमत्त्वाच्या, मतांच्या, विचारांच्या इतरांवर प्रभाव पडणार आहे. तुमचे विचार, तुमची मते अधिकाधिक ग्राह्य होणार आहेत. तुम्ही तुमच्या नोकरी–व्यवसायात अधिक गंभीरपणे लक्ष घालणार आहात. आरोग्य उत्तम राहील. प्रवासाचे योग येतील व प्रवास सुखकर होतील. कुंभ : जिद्द, चिकाटी व मनोबलाच्या जोरावर अनेक काम पूर्णत्वास न्याल. इतरांना मार्गदर्शन करू शकाल. तुम्हाला तुमच्या कामाची योग्य दिशा सापडेल. नोकरी–व्यवसायात मनाप्रमाणे यश मिळेल. तुमच्या कार्यक्षेत्रात सुसंधी मिळण्याच्या दृष्टीने दिवस विशेष अनुकूल आहे. नातेवाईकांशी [582, 1799, 854, 2151]
column-divider [891, 138, 892, 939]
sudoku-cell[interactable] [751, 1112, 770, 1132]
mark-c: C [29, 2427, 40, 2446]
answer-cell: 2 [742, 1149, 754, 1162]
answer-cell: 6 [792, 1227, 804, 1240]
iron-headline-line2: या सामान्य चुका टाळा [467, 190, 818, 242]
answer-cell: 5 [742, 1162, 754, 1175]
history-item: १९६९ – सलिया अहंगामा, श्रीलंकेचा क्रिकेट खेळाडू. [53, 1066, 299, 1082]
answer-cell: 4 [804, 1149, 816, 1162]
answer-cell: 4 [779, 1227, 792, 1240]
sudoku-cell[interactable]: 8 [770, 1033, 789, 1053]
answer-cell: 5 [804, 1175, 816, 1188]
history-item: ५८५ – बिदात्सु, जपानी सम्राट. [53, 1140, 198, 1156]
history-item: १९३९ – युद्धसंबंधी कॉंग्रेस कार्यकारिणी भूमिका मान्य नसल्याची नेताजी सुभाषचंद्र बोस यांची घोषणा. [53, 506, 352, 539]
history-item: १९०१ – विल्यम मॅककिन्ली, अमेरिकेचा राष्ट्राध्यक्ष. [53, 1305, 289, 1321]
history-item: १९१९ – गिल लॅन्ली, ऑस्ट्रेलियन क्रिकेट खेळाडू. [53, 993, 281, 1009]
history-item: २००८ – रशियातील पर्म शहराच्या डोंगराळ भागात झालेल्या विमान अपघातात ८८ जण ठार झाले. [53, 398, 364, 432]
sudoku-rules-title: खेळाचे नियम :– [408, 1061, 484, 1076]
sudoku-cell[interactable] [732, 1033, 751, 1053]
guru-quote-line2: महानता असते [1173, 1146, 1306, 1177]
iron-subhead-4: इस्त्री चालू ठेवणे– [764, 587, 848, 603]
answer-cell: 2 [742, 1240, 754, 1253]
answer-cell: 6 [767, 1214, 779, 1227]
iron-text-3: नेहमी वेगळ्या सॉकेटमध्ये इस्त्री लावा. [727, 548, 885, 582]
mark-m: M [39, 17, 55, 35]
answer-cell: 8 [779, 1162, 792, 1175]
sudoku-cell[interactable] [827, 1033, 846, 1053]
answer-cell: 5 [754, 1240, 767, 1253]
history-item: १८९६ – चार्ल्स मॅरिट, इंग्लिश क्रिकेट खेळाडू. [53, 883, 265, 899]
sudoku-cell[interactable] [846, 1093, 865, 1112]
sudoku-cell[interactable] [827, 954, 846, 973]
history-item: १९६२ – इंग्लंडमध्ये ग्रेगोरियन दिनदर्शिका अमलात आणली. [53, 271, 330, 287]
answer-cell: 3 [742, 1214, 754, 1227]
answer-cell: 9 [754, 1162, 767, 1175]
iron-subhead-5: ओल्या कापडावर इस्त्री करणे– [734, 739, 878, 755]
history-item: १९११ – रॉबर्ट हार्वे, दक्षिण आफ्रिकेचा क्रिकेट खेळाडू. [53, 920, 307, 935]
sudoku-cell[interactable]: 8 [789, 973, 807, 993]
sudoku-cell[interactable] [732, 1013, 751, 1033]
history-item: १९१९ – न्यालचंद शाह, भारतीय क्रिकेट खेळाडू. [53, 975, 278, 991]
iron-headline [401, 138, 885, 243]
answer-cell: 5 [754, 1201, 767, 1214]
